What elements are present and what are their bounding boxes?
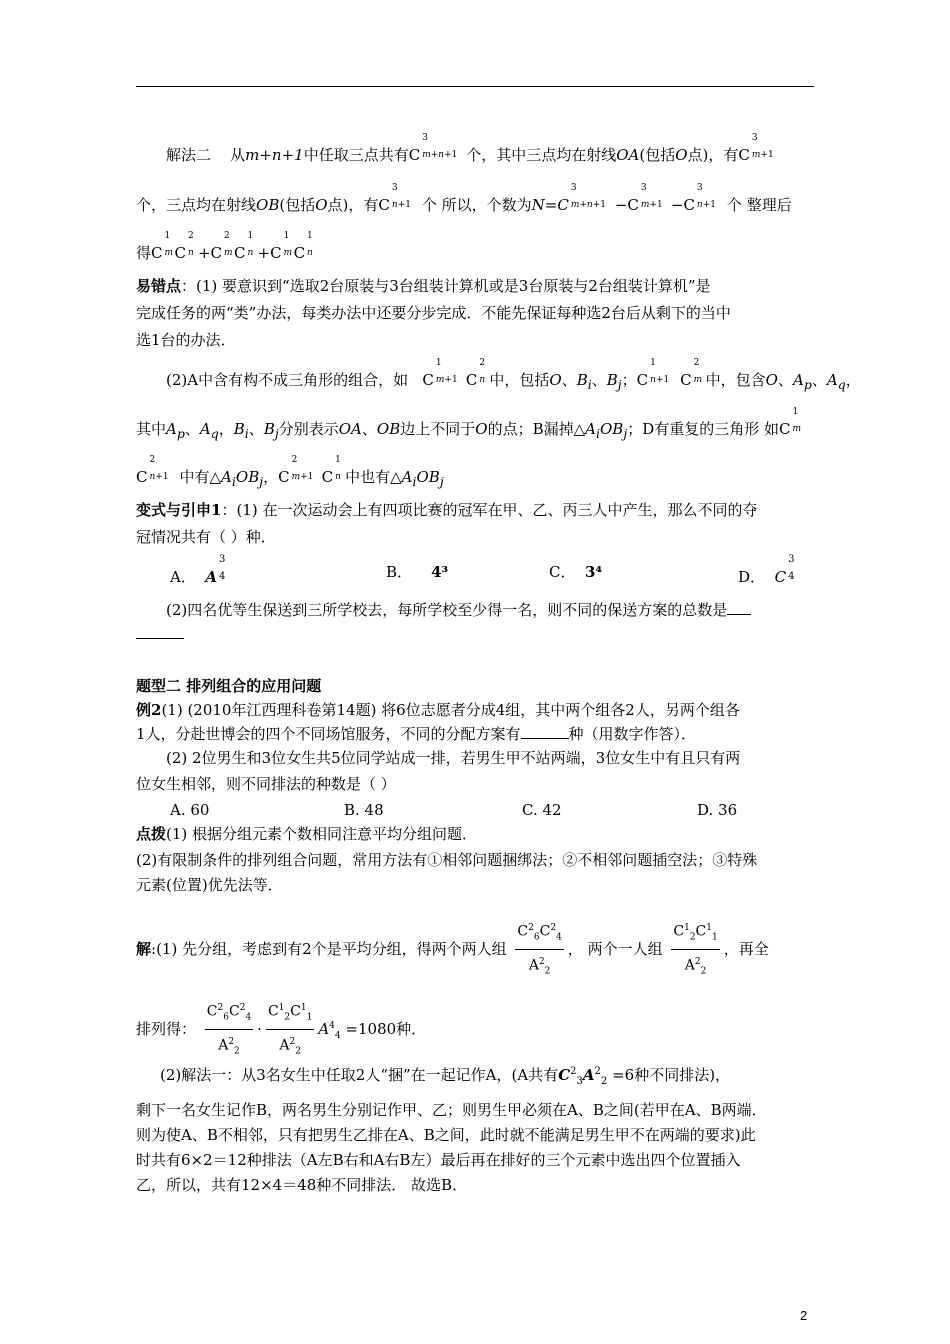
error-point-line-2: 完成任务的两“类”办法，每类办法中还要分步完成．不能先保证每种选2台后从剩下的当中	[136, 304, 731, 322]
solution-two-line-3: 得C 1 m C 2 n +C 2 m C 1 n +C 1 m C 1 n	[136, 231, 313, 262]
solution-2-line-2: 剩下一名女生记作B，两名男生分别记作甲、乙；则男生甲必须在A、B之间(若甲在A、B两端．	[136, 1101, 767, 1119]
variant-line-3: (2)四名优等生保送到三所学校去，每所学校至少得一名，则不同的保送方案的总数是	[166, 600, 816, 620]
example-2-option-d: D. 36	[697, 801, 738, 819]
variant-line-2: 冠情况共有（ ）种．	[136, 528, 276, 546]
fraction-two-person-groups: $\frac{C^2_6C^2_4}{A^2_2}$	[515, 916, 563, 984]
variant-line-1: 变式与引申1：(1) 在一次运动会上有四项比赛的冠军在甲、乙、丙三人中产生，那么不同的夺	[136, 501, 758, 519]
fraction-full-2: $\frac{C^1_2C^1_1}{A^2_2}$	[266, 996, 314, 1064]
page-number: 2	[800, 1308, 808, 1323]
solution-2-line-1: (2)解法一：从3名女生中任取2人“捆”在一起记作A，(A共有$C^2_3A^2_2 =6$种不同排法)，	[160, 1066, 731, 1087]
option-a: A． A 3 4	[170, 554, 226, 586]
example-2-line-4: 位女生相邻，则不同排法的种数是（ ）	[136, 775, 396, 793]
solution-2-line-3: 则为使A、B不相邻，只有把男生乙排在A、B之间，此时就不能满足男生甲不在两端的要求)此	[136, 1126, 756, 1144]
error-point-line-5: 其中$A_p$、$A_q$，$B_i$、$B_j$分别表示OA、OB边上不同于O的点；B漏掉$\triangle A_iOB_j$；D有重复的三角形 如C 1 m	[136, 407, 802, 441]
example-2-line-3: (2) 2位男生和3位女生共5位同学站成一排，若男生甲不站两端，3位女生中有且只有两	[166, 749, 741, 767]
section-two-title: 题型二 排列组合的应用问题	[136, 677, 322, 695]
error-point-line-1: 易错点：(1) 要意识到“选取2台原装与3台组装计算机或是3台原装与2台组装计算机”是	[136, 277, 711, 295]
option-d: D． C 3 4	[738, 554, 795, 586]
error-point-line-6: C 2 n+1 中有$\triangle A_iOB_j$，C 2 m+1 C 1 n 中也有$\triangle A_iOB_j$	[136, 455, 444, 489]
error-point-line-3: 选1台的办法．	[136, 331, 236, 349]
solution-2-line-5: 乙，所以，共有12×4＝48种不同排法． 故选B．	[136, 1176, 468, 1194]
option-b: B． 4³	[386, 563, 449, 581]
solution-two-line-1: 解法二 从m+n+1中任取三点共有C 3 m+n+1 个，其中三点均在射线OA(包括O点)，有C 3 m+1	[166, 133, 774, 164]
hint-line-3: 元素(位置)优先法等．	[136, 876, 283, 894]
solution-two-line-2: 个，三点均在射线OB(包括O点)，有C 3 n+1 个 所以，个数为N=C 3 m+n+1 −C 3 m+1 −C 3 n+1 个 整理后	[136, 183, 792, 214]
solution-2-line-4: 时共有6×2＝12种排法（A左B右和A右B左）最后再在排好的三个元素中选出四个位置插入	[136, 1151, 741, 1169]
variant-blank-continuation	[136, 624, 816, 644]
solution-line-1: 解:(1) 先分组，考虑到有2个是平均分组，得两个两人组 $\frac{C^2_6C^2_4}{A^2_2}$ ， 两个一人组 $\frac{C^1_2C^1_1}{A^2_2}$ ，再全	[136, 916, 816, 984]
example-2-option-b: B. 48	[344, 801, 384, 819]
error-point-line-4: (2)A中含有构不成三角形的组合，如 C 1 m+1 C 2 n 中，包括O、$B_i$、$B_j$；C 1 n+1 C 2 m 中，包含O、$A_p$、$A_q$，	[166, 358, 861, 392]
header-rule	[136, 86, 814, 87]
fraction-one-person-groups: $\frac{C^1_2C^1_1}{A^2_2}$	[671, 916, 719, 984]
hint-line-1: 点拨(1) 根据分组元素个数相同注意平均分组问题．	[136, 825, 478, 843]
example-2-line-1: 例2(1) (2010年江西理科卷第14题) 将6位志愿者分成4组，其中两个组各2人，另两个组各	[136, 701, 740, 719]
example-2-line-2: 1人，分赴世博会的四个不同场馆服务，不同的分配方案有 种（用数字作答）．	[136, 725, 697, 743]
example-2-option-c: C. 42	[522, 801, 562, 819]
option-c: C． 3⁴	[549, 563, 603, 581]
hint-line-2: (2)有限制条件的排列组合问题，常用方法有①相邻问题捆绑法；②不相邻问题插空法；③特殊	[136, 851, 758, 869]
fraction-full-1: $\frac{C^2_6C^2_4}{A^2_2}$	[205, 996, 253, 1064]
solution-line-2: 排列得： $\frac{C^2_6C^2_4}{A^2_2}$ · $\frac{C^1_2C^1_1}{A^2_2}$ $A^4_4 =1080$种．	[136, 996, 816, 1064]
example-2-option-a: A. 60	[170, 801, 210, 819]
